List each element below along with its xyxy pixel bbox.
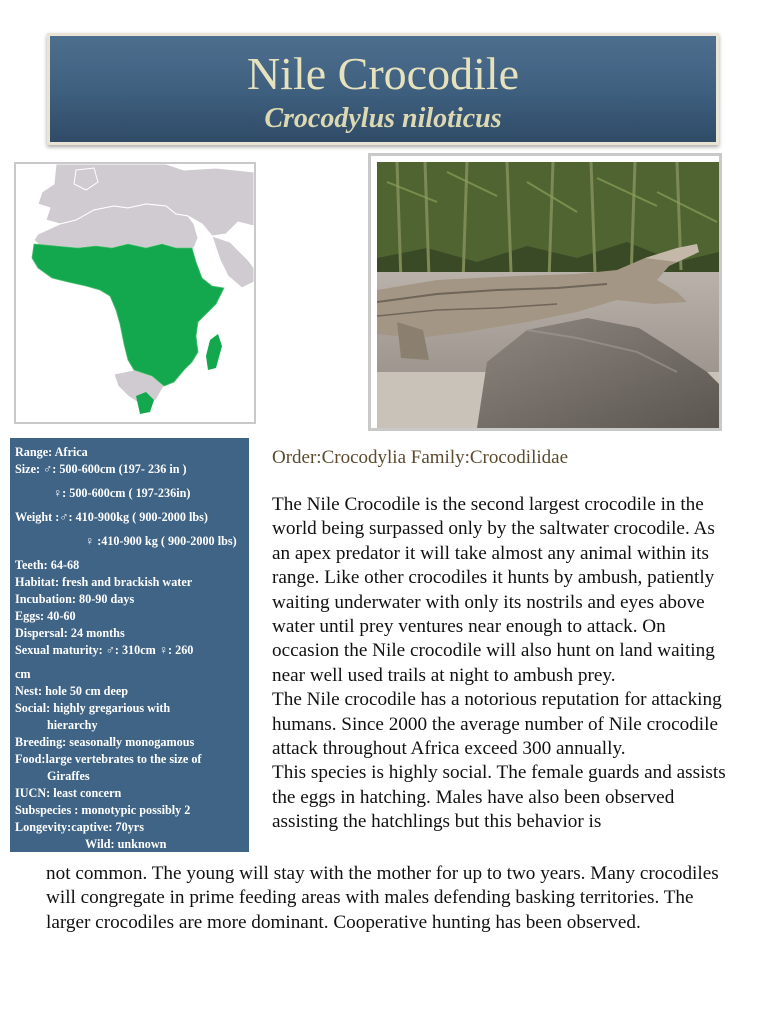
range-map	[14, 162, 256, 424]
fact-sexual-maturity: Sexual maturity: ♂: 310cm ♀: 260	[15, 643, 194, 657]
facts-panel	[10, 438, 249, 852]
fact-iucn: IUCN: least concern	[15, 786, 122, 800]
fact-social: Social: highly gregarious with	[15, 701, 171, 715]
fact-nest: Nest: hole 50 cm deep	[15, 684, 129, 698]
fact-sexual-maturity-cont: cm	[15, 667, 31, 681]
fact-dispersal: Dispersal: 24 months	[15, 626, 125, 640]
fact-weight-male: Weight :♂: 410-900kg ( 900-2000 lbs)	[15, 510, 208, 524]
description-paragraph-3-continued: not common. The young will stay with the mother for up to two years. Many crocodiles will congregate in prime feeding areas with males defending basking territories. The larger crocodiles are more dominant. Cooperative hunting has been observed.	[46, 863, 719, 933]
fact-food: Food:large vertebrates to the size of	[15, 752, 202, 766]
fact-weight-female: ♀ :410-900 kg ( 900-2000 lbs)	[85, 534, 237, 548]
crocodile-photo	[368, 153, 722, 431]
fact-food-cont: Giraffes	[47, 769, 90, 783]
fact-longevity: Longevity:captive: 70yrs	[15, 820, 144, 834]
description-paragraph-2: The Nile crocodile has a notorious reputation for attacking humans. Since 2000 the average number of Nile crocodile attack throughout Africa exceed 300 annually.	[272, 689, 722, 760]
fact-longevity-wild: Wild: unknown	[85, 837, 167, 851]
classification: Order:Crocodylia Family:Crocodilidae	[272, 447, 569, 468]
fact-size-male: Size: ♂: 500-600cm (197- 236 in )	[15, 462, 187, 476]
fact-size-female: ♀: 500-600cm ( 197-236in)	[53, 486, 191, 500]
fact-range: Range: Africa	[15, 445, 88, 459]
description	[272, 493, 732, 835]
title-banner	[47, 33, 719, 145]
crocodile-photo-image	[377, 162, 719, 428]
page-title: Nile Crocodile	[246, 48, 520, 99]
fact-teeth: Teeth: 64-68	[15, 558, 80, 572]
fact-subspecies: Subspecies : monotypic possibly 2	[15, 803, 191, 817]
range-map-image	[16, 164, 254, 422]
fact-social-cont: hierarchy	[47, 718, 98, 732]
fact-habitat: Habitat: fresh and brackish water	[15, 575, 193, 589]
fact-breeding: Breeding: seasonally monogamous	[15, 735, 195, 749]
description-paragraph-3: This species is highly social. The female guards and assists the eggs in hatching. Males have also been observed assisting the hatchlings but this behavior is	[272, 762, 726, 833]
fact-eggs: Eggs: 40-60	[15, 609, 76, 623]
description-paragraph-1: The Nile Crocodile is the second largest crocodile in the world being surpassed only by the saltwater crocodile. As an apex predator it will take almost any animal within its range. Like other crocodiles it hunts by ambush, patiently waiting underwater with only its nostrils and eyes above water until prey ventures near enough to attack. On occasion the Nile crocodile will also hunt on land waiting near well used trails at night to ambush prey.	[272, 494, 715, 686]
scientific-name: Crocodylus niloticus	[264, 103, 502, 134]
fact-incubation: Incubation: 80-90 days	[15, 592, 135, 606]
